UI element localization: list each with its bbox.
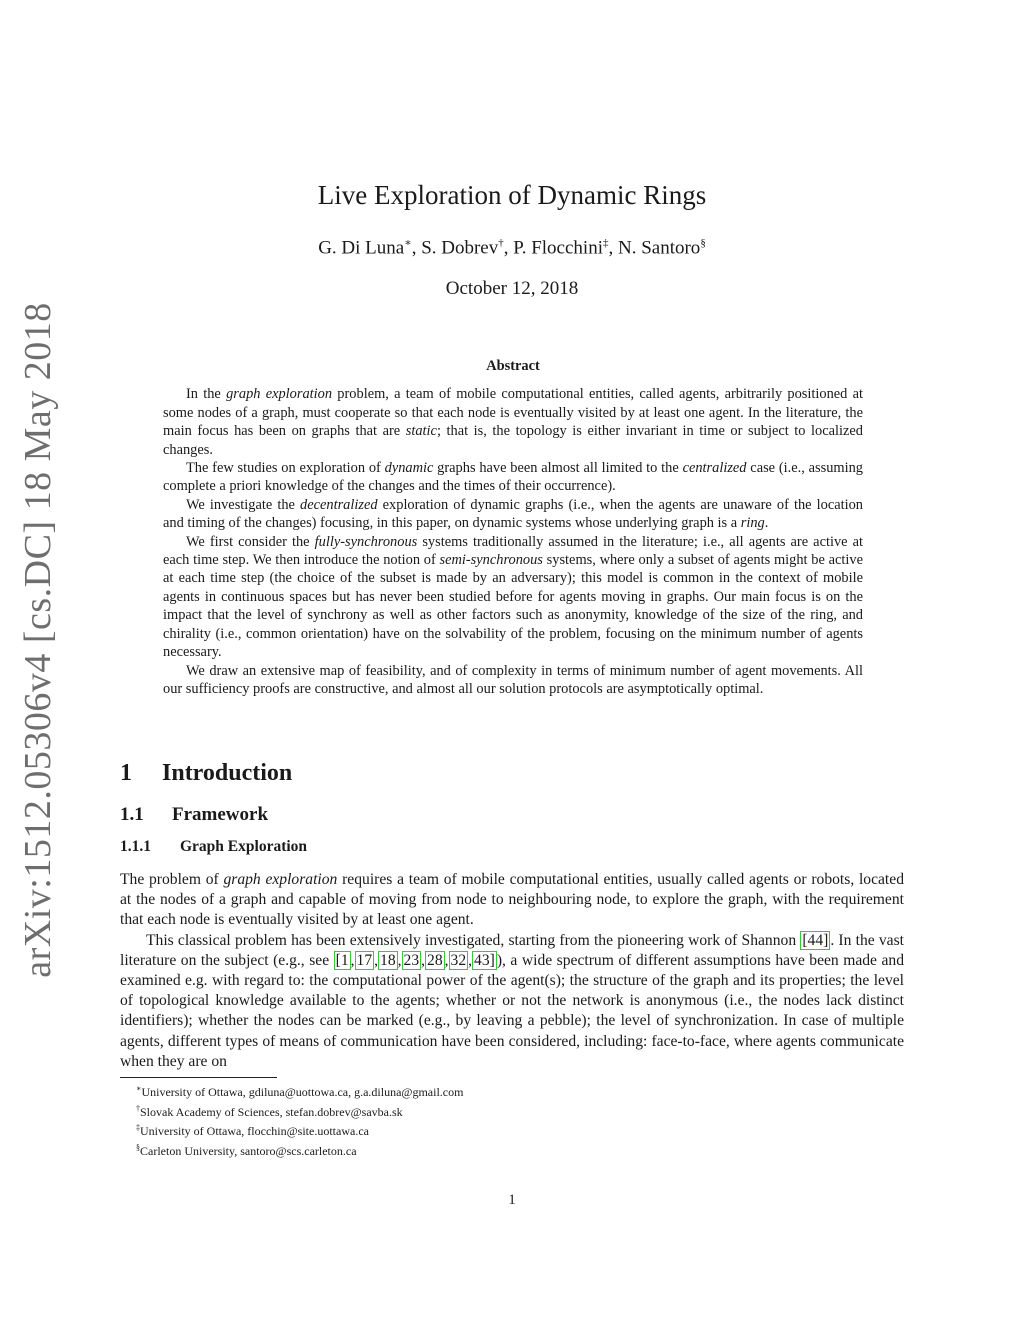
abstract-paragraph: In the graph exploration problem, a team of mobile computational entities, called agents, arbitrarily positioned at some nodes of a graph, must cooperate so that each node is eventually visited by at least one agent. In the literature, the main focus has been on graphs that are static; that is, the topology is either invariant in time or subject to localized changes. [163,386,864,458]
abstract [163,357,863,698]
paper-date: October 12, 2018 [445,278,579,299]
citation-link[interactable]: 17 [356,951,373,969]
subsubsection-heading: 1.1.1 Graph Exploration [120,838,308,855]
citation-link[interactable]: 28 [427,951,443,969]
body-text [120,870,904,1072]
author-mark: † [498,237,504,249]
footnote-rule [120,1077,277,1078]
footnote: §Carleton University, santoro@scs.carleton.ca [136,1142,357,1158]
citation-link[interactable]: [1 [335,951,349,969]
abstract-paragraph: We first consider the fully-synchronous systems traditionally assumed in the literature; i.e., all agents are active at each time step. We then introduce the notion of semi-synchronous systems, where only a subset of agents might be active at each time step (the choice of the subset is made by an adversary); this model is common in the context of mobile agents in continuous spaces but has never been studied before for agents moving in graphs. Our main focus is on the impact that the level of synchrony as well as other factors such as anonymity, knowledge of the size of the ring, and chirality (i.e., common orientation) have on the solvability of the problem, focusing on the minimum number of agents necessary. [163,533,863,661]
subsection-heading: 1.1 Framework [120,804,269,825]
author-name: P. Flocchini [513,237,603,259]
body-paragraph: This classical problem has been extensively investigated, starting from the pioneering work of Shannon [44] . In the vast literature on the subject (e.g., see [1 , 17 , 18 , 23 , 28 , 32 , 43] ), a wide spectrum of different assumptions have been made and examined e.g. with regard to: the computational power of the agent(s); the structure of the graph and its properties; the level of topological knowledge available to the agents; whether or not the network is anonymous (i.e., the nodes lack distinct identifiers); whether the nodes can be marked (e.g., by leaving a pebble); the level of synchronization. In case of multiple agents, different types of means of communication have been considered, including: face-to-face, where agents communicate when they are on [120,931,904,1070]
paper-title: Live Exploration of Dynamic Rings [317,180,707,210]
citation-link[interactable]: [44] [802,931,829,949]
author-name: N. Santoro [617,237,701,259]
page-number: 1 [508,1192,516,1208]
citation-link[interactable]: 32 [450,951,467,969]
author-name: S. Dobrev [421,237,499,259]
abstract-paragraph: We draw an extensive map of feasibility, and of complexity in terms of minimum number of agent movements. All our sufficiency proofs are constructive, and almost all our solution protocols are asymptotically optimal. [163,662,863,697]
author-name: G. Di Luna [318,237,405,259]
abstract-paragraph: The few studies on exploration of dynamic graphs have been almost all limited to the centralized case (i.e., assuming complete a priori knowledge of the changes and the times of their occurrence). [163,460,864,495]
citation-link[interactable]: 23 [403,951,420,969]
arxiv-stamp: arXiv:1512.05306v4 [cs.DC] 18 May 2018 [17,302,59,978]
section-heading: 1 Introduction [120,760,293,786]
body-paragraph: The problem of graph exploration requires a team of mobile computational entities, usually called agents or robots, located at the nodes of a graph and capable of moving from node to neighbouring node, to explore the graph, with the requirement that each node is eventually visited by at least one agent. [120,871,904,929]
citation-link[interactable]: 18 [380,951,396,969]
author-mark: ∗ [404,237,412,249]
author-list: G. Di Luna∗, S. Dobrev†, P. Flocchini‡, N. Santoro§ [318,237,706,259]
footnote: ∗University of Ottawa, gdiluna@uottowa.ca, g.a.diluna@gmail.com [136,1084,464,1099]
abstract-heading: Abstract [486,358,540,374]
author-mark: ‡ [602,237,609,249]
author-mark: § [700,237,706,249]
footnote: ‡University of Ottawa, flocchin@site.uottawa.ca [136,1123,369,1138]
citation-link[interactable]: 43] [474,951,495,969]
footnotes [136,1081,463,1159]
footnote: †Slovak Academy of Sciences, stefan.dobrev@savba.sk [136,1103,403,1119]
abstract-paragraph: We investigate the decentralized exploration of dynamic graphs (i.e., when the agents are unaware of the location and timing of the changes) focusing, in this paper, on dynamic systems whose underlying graph is a ring. [163,496,863,532]
